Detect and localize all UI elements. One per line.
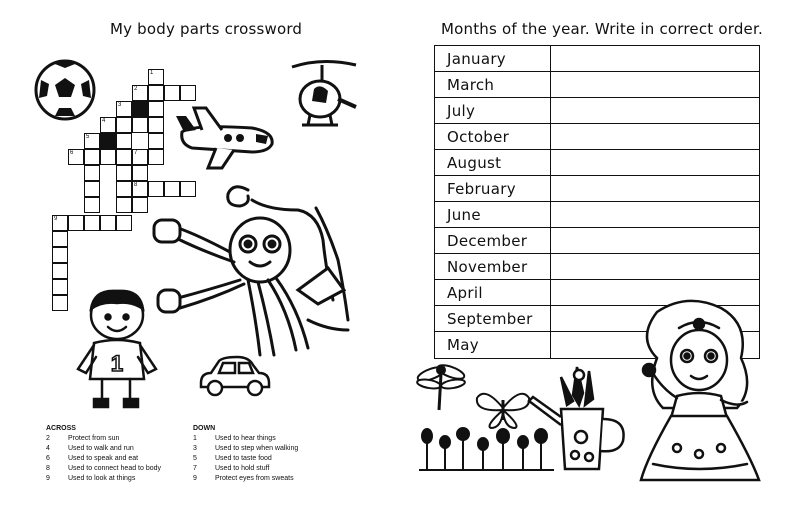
month-name: December [435, 228, 551, 253]
butterfly-icon [475, 386, 531, 430]
crossword-cell[interactable] [100, 215, 116, 231]
month-answer-blank[interactable] [551, 228, 759, 253]
down-clue-text: Used to step when walking [215, 445, 299, 452]
crossword-cell[interactable] [132, 117, 148, 133]
month-answer-blank[interactable] [551, 46, 759, 71]
months-title: Months of the year. Write in correct order. [441, 20, 763, 38]
month-row [435, 72, 759, 98]
crossword-clue-number: 3 [118, 102, 122, 108]
crossword-clue-number: 9 [54, 216, 58, 222]
crossword-clue-number: 7 [134, 150, 138, 156]
down-clue-text: Used to hear things [215, 435, 276, 442]
across-clue-number: 2 [46, 435, 50, 442]
boy-character-icon [72, 285, 162, 410]
crossword-cell[interactable] [148, 69, 164, 85]
crossword-clue-number: 8 [134, 182, 138, 188]
month-answer-blank[interactable] [551, 202, 759, 227]
crossword-black-cell [100, 133, 116, 149]
crossword-cell[interactable] [52, 231, 68, 247]
crossword-cell[interactable] [68, 149, 84, 165]
crossword-cell[interactable] [84, 165, 100, 181]
across-clue [46, 434, 196, 444]
across-clues [46, 424, 196, 484]
down-clue-text: Used to taste food [215, 455, 272, 462]
across-clue-number: 4 [46, 445, 50, 452]
crossword-cell[interactable] [116, 181, 132, 197]
month-answer-blank[interactable] [551, 176, 759, 201]
crossword-cell[interactable] [148, 133, 164, 149]
across-clue-text: Protect from sun [68, 435, 120, 442]
crossword-black-cell [132, 101, 148, 117]
crossword-cell[interactable] [68, 215, 84, 231]
month-row [435, 150, 759, 176]
month-answer-blank[interactable] [551, 124, 759, 149]
crossword-cell[interactable] [116, 197, 132, 213]
crossword-cell[interactable] [116, 101, 132, 117]
crossword-cell[interactable] [116, 215, 132, 231]
across-clue-number: 9 [46, 475, 50, 482]
month-row [435, 124, 759, 150]
across-clue-text: Used to look at things [68, 475, 136, 482]
crossword-title: My body parts crossword [110, 20, 303, 38]
month-name: November [435, 254, 551, 279]
crossword-cell[interactable] [148, 101, 164, 117]
month-row [435, 98, 759, 124]
across-clue-text: Used to walk and run [68, 445, 134, 452]
car-icon [197, 355, 273, 397]
across-clue-text: Used to connect head to body [68, 465, 162, 472]
crossword-cell[interactable] [116, 133, 132, 149]
crossword-cell[interactable] [100, 149, 116, 165]
month-name: August [435, 150, 551, 175]
crossword-cell[interactable] [132, 197, 148, 213]
across-clue [46, 464, 196, 474]
month-name: February [435, 176, 551, 201]
month-answer-blank[interactable] [551, 254, 759, 279]
crossword-cell[interactable] [84, 197, 100, 213]
down-clue-number: 3 [193, 445, 197, 452]
down-clue [193, 464, 353, 474]
month-name: September [435, 306, 551, 331]
month-name: July [435, 98, 551, 123]
crossword-cell[interactable] [84, 133, 100, 149]
crossword-cell[interactable] [148, 85, 164, 101]
month-row [435, 228, 759, 254]
across-clue [46, 454, 196, 464]
crossword-cell[interactable] [132, 149, 148, 165]
down-clue [193, 474, 353, 484]
crossword-clue-number: 1 [150, 70, 154, 76]
crossword-cell[interactable] [116, 165, 132, 181]
crossword-cell[interactable] [148, 149, 164, 165]
crossword-clue-number: 5 [86, 134, 90, 140]
month-name: March [435, 72, 551, 97]
soccer-ball-icon [33, 58, 97, 122]
crossword-cell[interactable] [116, 149, 132, 165]
down-clues [193, 424, 353, 484]
crossword-cell[interactable] [100, 117, 116, 133]
month-row [435, 46, 759, 72]
crossword-clue-number: 2 [134, 86, 138, 92]
helicopter-icon [290, 55, 360, 135]
watering-can-plant-icon [527, 365, 637, 473]
crossword-cell[interactable] [52, 279, 68, 295]
crossword-cell[interactable] [180, 85, 196, 101]
across-clue-number: 6 [46, 455, 50, 462]
crossword-cell[interactable] [116, 117, 132, 133]
down-clue-number: 7 [193, 465, 197, 472]
down-clue-number: 1 [193, 435, 197, 442]
crossword-cell[interactable] [148, 117, 164, 133]
month-name: April [435, 280, 551, 305]
month-name: May [435, 332, 551, 358]
down-heading: DOWN [193, 425, 216, 432]
crossword-cell[interactable] [84, 181, 100, 197]
month-row [435, 254, 759, 280]
girl-character-icon [637, 298, 765, 488]
airplane-icon [172, 102, 282, 172]
month-answer-blank[interactable] [551, 150, 759, 175]
month-row [435, 176, 759, 202]
month-answer-blank[interactable] [551, 98, 759, 123]
month-row [435, 202, 759, 228]
down-clue-text: Used to hold stuff [215, 465, 270, 472]
month-name: June [435, 202, 551, 227]
crossword-clue-number: 6 [70, 150, 74, 156]
month-name: January [435, 46, 551, 71]
down-clue [193, 444, 353, 454]
crossword-clue-number: 4 [102, 118, 106, 124]
across-clue-number: 8 [46, 465, 50, 472]
month-answer-blank[interactable] [551, 72, 759, 97]
crossword-cell[interactable] [52, 247, 68, 263]
across-clue [46, 444, 196, 454]
crossword-cell[interactable] [132, 85, 148, 101]
crossword-cell[interactable] [164, 85, 180, 101]
boy-shirt-number: 1 [110, 351, 124, 376]
crossword-cell[interactable] [84, 149, 100, 165]
crossword-cell[interactable] [132, 165, 148, 181]
crossword-cell[interactable] [52, 263, 68, 279]
down-clue-number: 9 [193, 475, 197, 482]
across-clue [46, 474, 196, 484]
month-name: October [435, 124, 551, 149]
crossword-cell[interactable] [52, 295, 68, 311]
monster-character-icon [148, 180, 368, 365]
across-heading: ACROSS [46, 425, 76, 432]
crossword-cell[interactable] [52, 215, 68, 231]
down-clue [193, 454, 353, 464]
dragonfly-icon [415, 358, 471, 414]
across-clue-text: Used to speak and eat [68, 455, 139, 462]
down-clue-number: 5 [193, 455, 197, 462]
months-page [397, 0, 794, 514]
crossword-cell[interactable] [132, 181, 148, 197]
down-clue-text: Protect eyes from sweats [215, 475, 294, 482]
down-clue [193, 434, 353, 444]
crossword-cell[interactable] [84, 215, 100, 231]
